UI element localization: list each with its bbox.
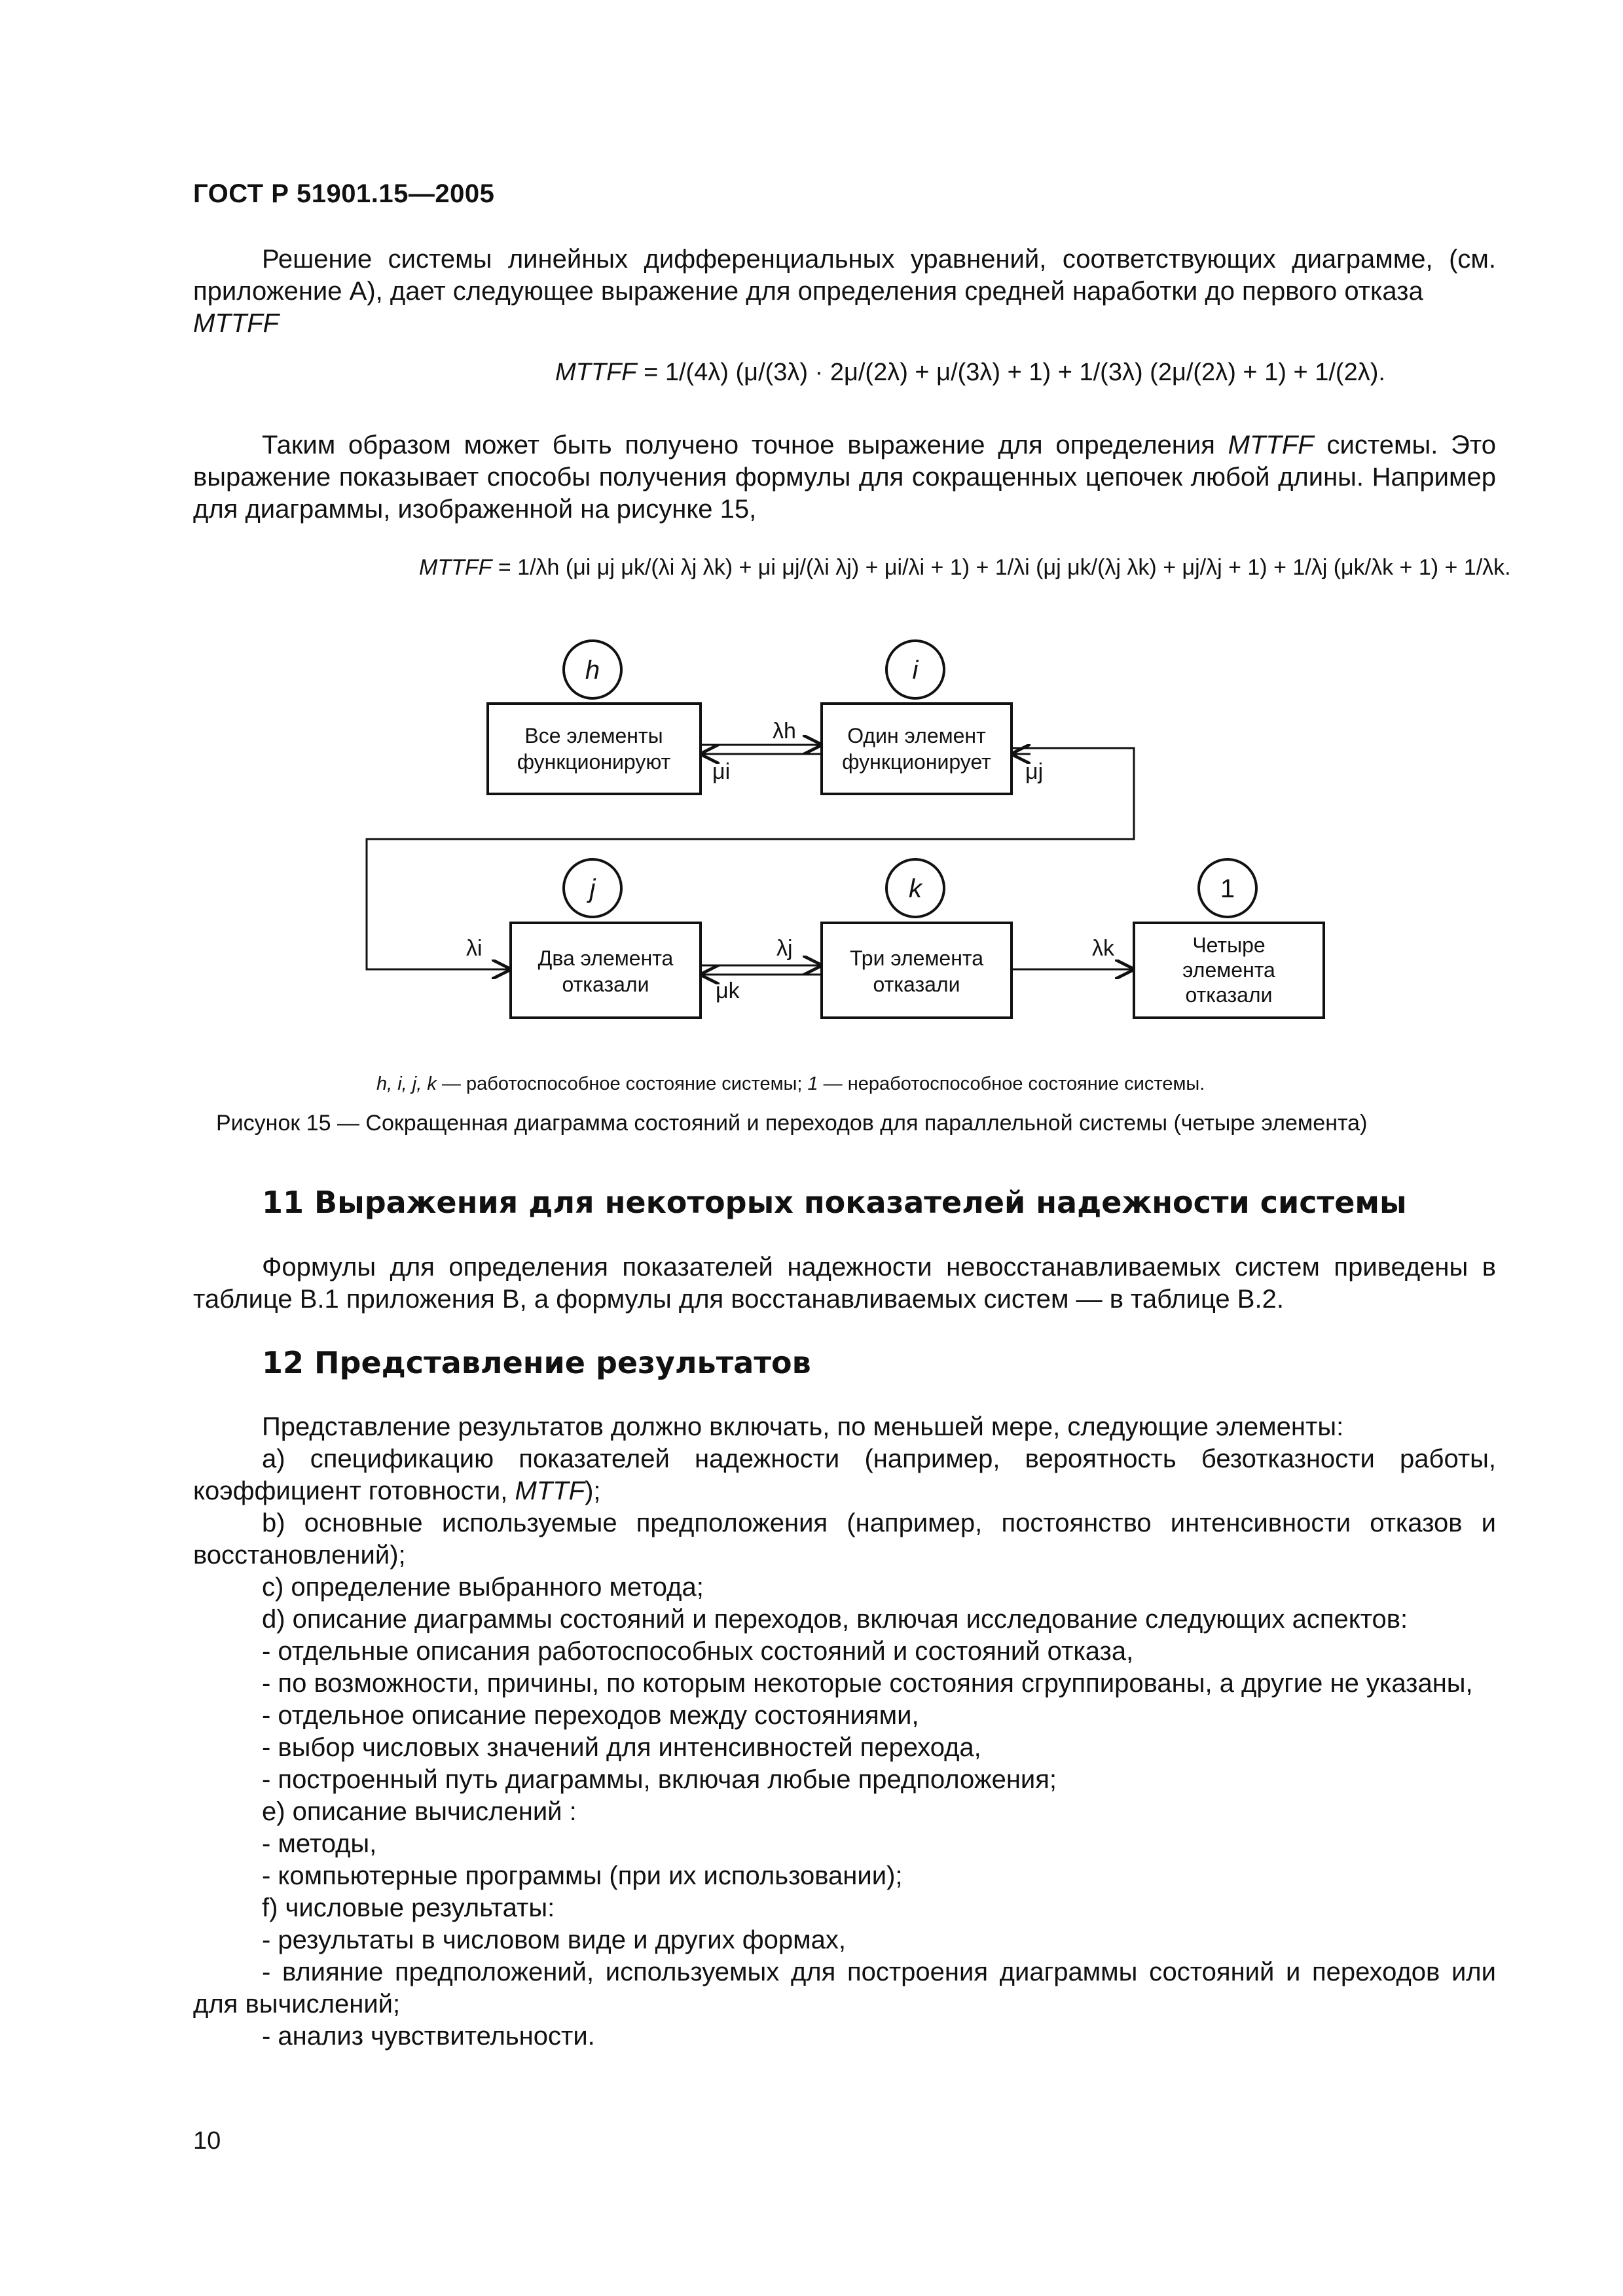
- document-header: ГОСТ Р 51901.15—2005: [193, 179, 495, 208]
- figure-legend: [376, 1073, 1205, 1095]
- page-number: 10: [193, 2127, 221, 2155]
- rate-label-mu-k: μk: [716, 978, 740, 1003]
- state-box-k: [822, 923, 1012, 1018]
- list-line: e) описание вычислений :: [262, 1797, 577, 1826]
- legend-text-2: — неработоспособное состояние системы.: [818, 1073, 1205, 1094]
- section-12-item-b: b) основные используемые предположения (например, постоянство интенсивности отказов и восстановлений);: [193, 1509, 1496, 1570]
- rate-label-lambda-h: λh: [773, 719, 796, 744]
- state-label-i-line1: Один элемент: [847, 724, 986, 747]
- state-id-1: 1: [1220, 874, 1235, 903]
- formula-1-lhs: MTTFF: [555, 359, 637, 386]
- item-a-term: MTTF: [515, 1477, 585, 1505]
- state-box-j: [511, 923, 701, 1018]
- state-label-1-line2: элемента: [1182, 958, 1275, 982]
- state-label-1-line3: отказали: [1185, 983, 1273, 1007]
- intro-text: Решение системы линейных дифференциальных уравнений, соответствующих диаграмме, (см. приложение А), дает следующее выражение для определения средней наработки до первого отказа: [193, 245, 1496, 306]
- list-line: - по возможности, причины, по которым некоторые состояния сгруппированы, а другие не указаны,: [262, 1669, 1473, 1698]
- rate-label-lambda-k: λk: [1092, 936, 1114, 961]
- section-12-item-a: [193, 1443, 1496, 1507]
- state-id-k: k: [909, 874, 922, 903]
- list-line: - построенный путь диаграммы, включая любые предположения;: [262, 1765, 1057, 1794]
- intro-term: MTTFF: [193, 309, 280, 338]
- state-label-i-line2: функционирует: [842, 750, 991, 774]
- list-line: f) числовые результаты:: [262, 1893, 555, 1922]
- section-12-title: 12 Представление результатов: [262, 1345, 811, 1380]
- section-11-title: 11 Выражения для некоторых показателей надежности системы: [262, 1185, 1407, 1220]
- state-id-j: j: [589, 874, 596, 903]
- state-transition-diagram: [0, 0, 1623, 1060]
- list-line: - результаты в числовом виде и других формах,: [262, 1926, 846, 1954]
- paragraph-2-text-b: системы. Это выражение показывает способы получения формулы для сокращенных цепочек любой длины. Например для диаграммы, изображенной на рисунке 15,: [193, 431, 1496, 524]
- state-label-j-line1: Два элемента: [538, 946, 674, 970]
- legend-one: 1: [807, 1073, 818, 1094]
- state-label-h-line1: Все элементы: [524, 724, 663, 747]
- section-12-item-last: - влияние предположений, используемых для построения диаграммы состояний и переходов или для вычислений;: [193, 1958, 1496, 2018]
- list-line: - выбор числовых значений для интенсивностей перехода,: [262, 1733, 981, 1762]
- section-11-text: Формулы для определения показателей надежности невосстанавливаемых систем приведены в таблице В.1 приложения В, а формулы для восстанавливаемых систем — в таблице В.2.: [193, 1253, 1496, 1314]
- list-line: c) определение выбранного метода;: [262, 1573, 704, 1602]
- state-id-h: h: [585, 656, 600, 685]
- list-line: - отдельные описания работоспособных состояний и состояний отказа,: [262, 1637, 1134, 1666]
- list-line: - отдельное описание переходов между состояниями,: [262, 1701, 919, 1730]
- state-label-1-line1: Четыре: [1192, 933, 1266, 957]
- state-box-h: [488, 704, 701, 794]
- rate-label-mu-i: μi: [712, 759, 731, 784]
- state-id-i: i: [912, 656, 919, 685]
- formula-1-body: = 1/(4λ) (μ/(3λ) · 2μ/(2λ) + μ/(3λ) + 1) + 1/(3λ) (2μ/(2λ) + 1) + 1/(2λ).: [644, 359, 1385, 386]
- rate-label-lambda-i: λi: [466, 936, 483, 961]
- formula-2-lhs: MTTFF: [419, 555, 492, 580]
- paragraph-2-text-a: Таким образом может быть получено точное выражение для определения: [262, 431, 1228, 459]
- item-a-text: a) спецификацию показателей надежности (например, вероятность безотказности работы, коэффициент готовности,: [193, 1444, 1496, 1505]
- item-a-end: );: [585, 1477, 601, 1505]
- figure-caption: Рисунок 15 — Сокращенная диаграмма состояний и переходов для параллельной системы (четыре элемента): [216, 1111, 1368, 1136]
- list-line: - компьютерные программы (при их использовании);: [262, 1861, 903, 1890]
- section-12-list: [262, 1571, 1473, 1956]
- list-line: d) описание диаграммы состояний и переходов, включая исследование следующих аспектов:: [262, 1605, 1408, 1634]
- rate-label-lambda-j: λj: [776, 936, 793, 961]
- paragraph-2-term: MTTFF: [1228, 431, 1314, 459]
- formula-2-body: = 1/λh (μi μj μk/(λi λj λk) + μi μj/(λi λj) + μi/λi + 1) + 1/λi (μj μk/(λj λk) + μj/λj + 1) + 1/λj (μk/λk + 1) + 1/λk.: [498, 555, 1511, 580]
- rate-label-mu-j: μj: [1025, 759, 1044, 784]
- section-12-final: - анализ чувствительности.: [262, 2022, 595, 2051]
- section-12-intro: Представление результатов должно включать, по меньшей мере, следующие элементы:: [262, 1412, 1344, 1441]
- state-box-i: [822, 704, 1012, 794]
- legend-text-1: — работоспособное состояние системы;: [436, 1073, 808, 1094]
- state-label-k-line2: отказали: [873, 973, 960, 996]
- state-label-k-line1: Три элемента: [850, 946, 983, 970]
- list-line: - методы,: [262, 1829, 377, 1858]
- state-label-j-line2: отказали: [562, 973, 649, 996]
- legend-vars: h, i, j, k: [376, 1073, 437, 1094]
- state-label-h-line2: функционируют: [517, 750, 671, 774]
